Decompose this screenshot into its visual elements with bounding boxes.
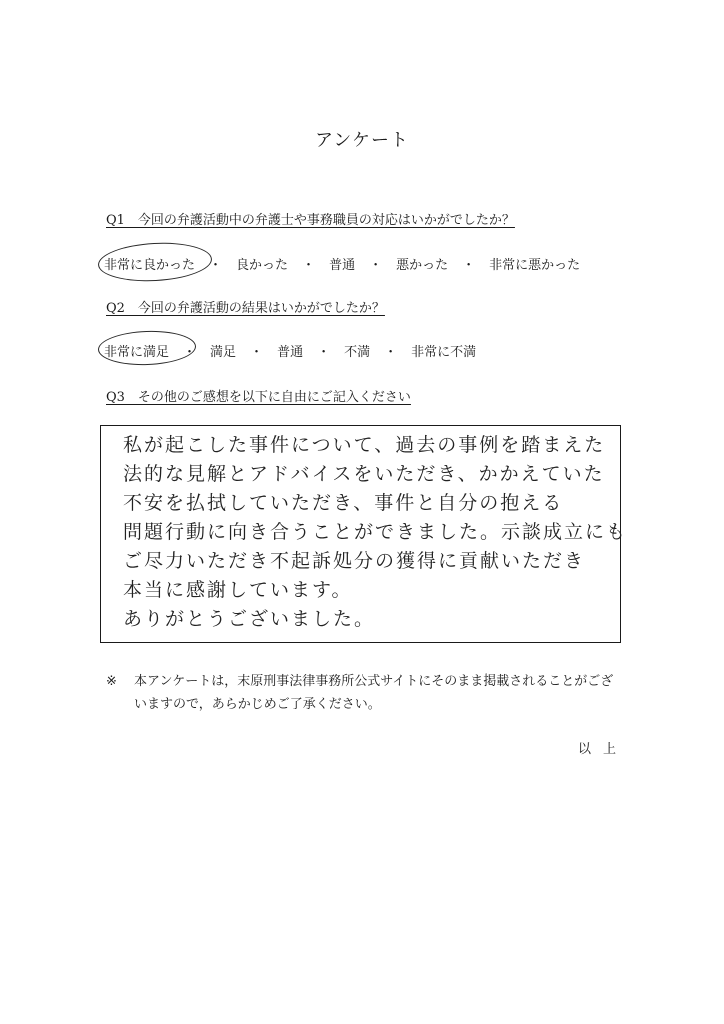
q1-option-very-bad: 非常に悪かった bbox=[489, 258, 581, 273]
page-title: アンケート bbox=[315, 130, 409, 151]
note-text: 本アンケートは，末原刑事法律事務所公式サイトにそのまま掲載されることがございますので，あらかじめご了承ください。 bbox=[134, 674, 614, 712]
handwritten-line: 不安を払拭していただき、事件と自分の抱える bbox=[123, 492, 564, 514]
q2-option-very-satisfied bbox=[104, 341, 169, 360]
question-2-options bbox=[104, 341, 476, 360]
q2-option-dissatisfied: 不満 bbox=[344, 345, 371, 360]
handwritten-line: ご尽力いただき不起訴処分の獲得に貢献いただき bbox=[123, 550, 586, 572]
free-comment-box bbox=[100, 425, 628, 643]
disclaimer-note bbox=[106, 670, 626, 716]
note-mark: ※ bbox=[106, 674, 117, 689]
q1-option-label: 非常に良かった bbox=[104, 258, 196, 273]
separator: ・ bbox=[369, 258, 383, 273]
q2-option-label: 非常に満足 bbox=[104, 345, 170, 360]
separator: ・ bbox=[250, 345, 264, 360]
q2-option-very-dissatisfied: 非常に不満 bbox=[411, 345, 477, 360]
question-3: Q3 その他のご感想を以下に自由にご記入ください bbox=[106, 390, 411, 405]
separator: ・ bbox=[302, 258, 316, 273]
handwritten-line: 本当に感謝しています。 bbox=[123, 579, 353, 601]
separator: ・ bbox=[462, 258, 476, 273]
separator: ・ bbox=[209, 258, 223, 273]
handwritten-line: ありがとうございました。 bbox=[123, 608, 376, 630]
handwritten-line: 私が起こした事件について、過去の事例を踏まえた bbox=[123, 434, 606, 456]
handwritten-line: 問題行動に向き合うことができました。示談成立にも bbox=[123, 521, 628, 543]
q1-option-bad: 悪かった bbox=[396, 258, 449, 273]
q1-option-very-good bbox=[104, 254, 195, 273]
question-2: Q2 今回の弁護活動の結果はいかがでしたか？ bbox=[106, 301, 385, 316]
question-1: Q1 今回の弁護活動中の弁護士や事務職員の対応はいかがでしたか？ bbox=[106, 213, 515, 228]
q2-option-normal: 普通 bbox=[277, 345, 304, 360]
separator: ・ bbox=[317, 345, 331, 360]
q2-option-satisfied: 満足 bbox=[210, 345, 237, 360]
question-1-options bbox=[104, 254, 580, 273]
q1-option-normal: 普通 bbox=[329, 258, 356, 273]
separator: ・ bbox=[183, 345, 197, 360]
closing-remark: 以上 bbox=[578, 742, 629, 757]
separator: ・ bbox=[384, 345, 398, 360]
q1-option-good: 良かった bbox=[236, 258, 289, 273]
handwritten-line: 法的な見解とアドバイスをいただき、かかえていた bbox=[123, 463, 605, 485]
